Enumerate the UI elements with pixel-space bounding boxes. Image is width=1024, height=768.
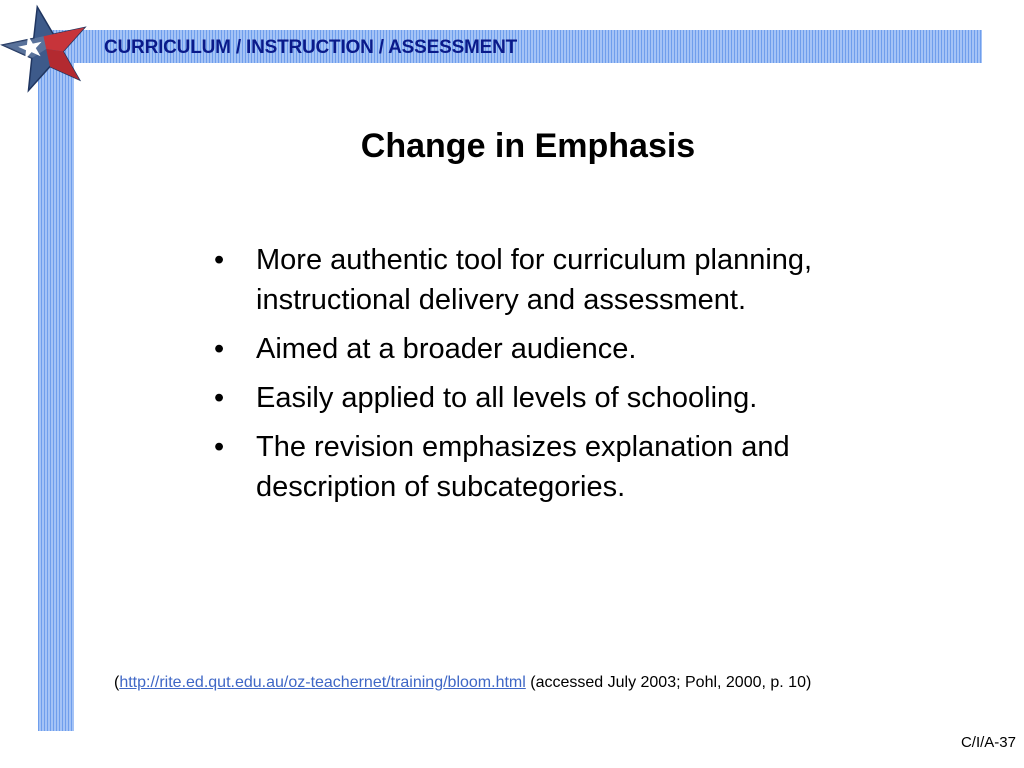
bullet-item (214, 240, 934, 320)
slide-number: C/I/A-37 (960, 734, 1016, 751)
texas-star-icon (0, 2, 92, 94)
bullet-text: The revision emphasizes explanation and description of subcategories. (256, 431, 790, 503)
slide-title: Change in Emphasis (360, 127, 696, 165)
bullet-item (214, 427, 934, 507)
bullet-glyph: • (214, 333, 225, 365)
bullet-item (214, 329, 934, 369)
citation-link[interactable]: http://rite.ed.qut.edu.au/oz-teachernet/training/bloom.html (119, 674, 526, 691)
bullet-glyph: • (214, 244, 225, 276)
citation (114, 674, 811, 692)
bullet-text: Aimed at a broader audience. (256, 333, 637, 365)
bullet-glyph: • (214, 431, 225, 463)
citation-open-paren: ( (114, 674, 120, 691)
header-title: CURRICULUM / INSTRUCTION / ASSESSMENT (104, 37, 518, 58)
bullet-text: More authentic tool for curriculum planning, instructional delivery and assessment. (256, 244, 813, 316)
bullet-list (214, 240, 934, 516)
bullet-item (214, 378, 934, 418)
bullet-glyph: • (214, 382, 225, 414)
citation-details: (accessed July 2003; Pohl, 2000, p. 10) (525, 674, 812, 691)
bullet-text: Easily applied to all levels of schooling. (256, 382, 758, 414)
